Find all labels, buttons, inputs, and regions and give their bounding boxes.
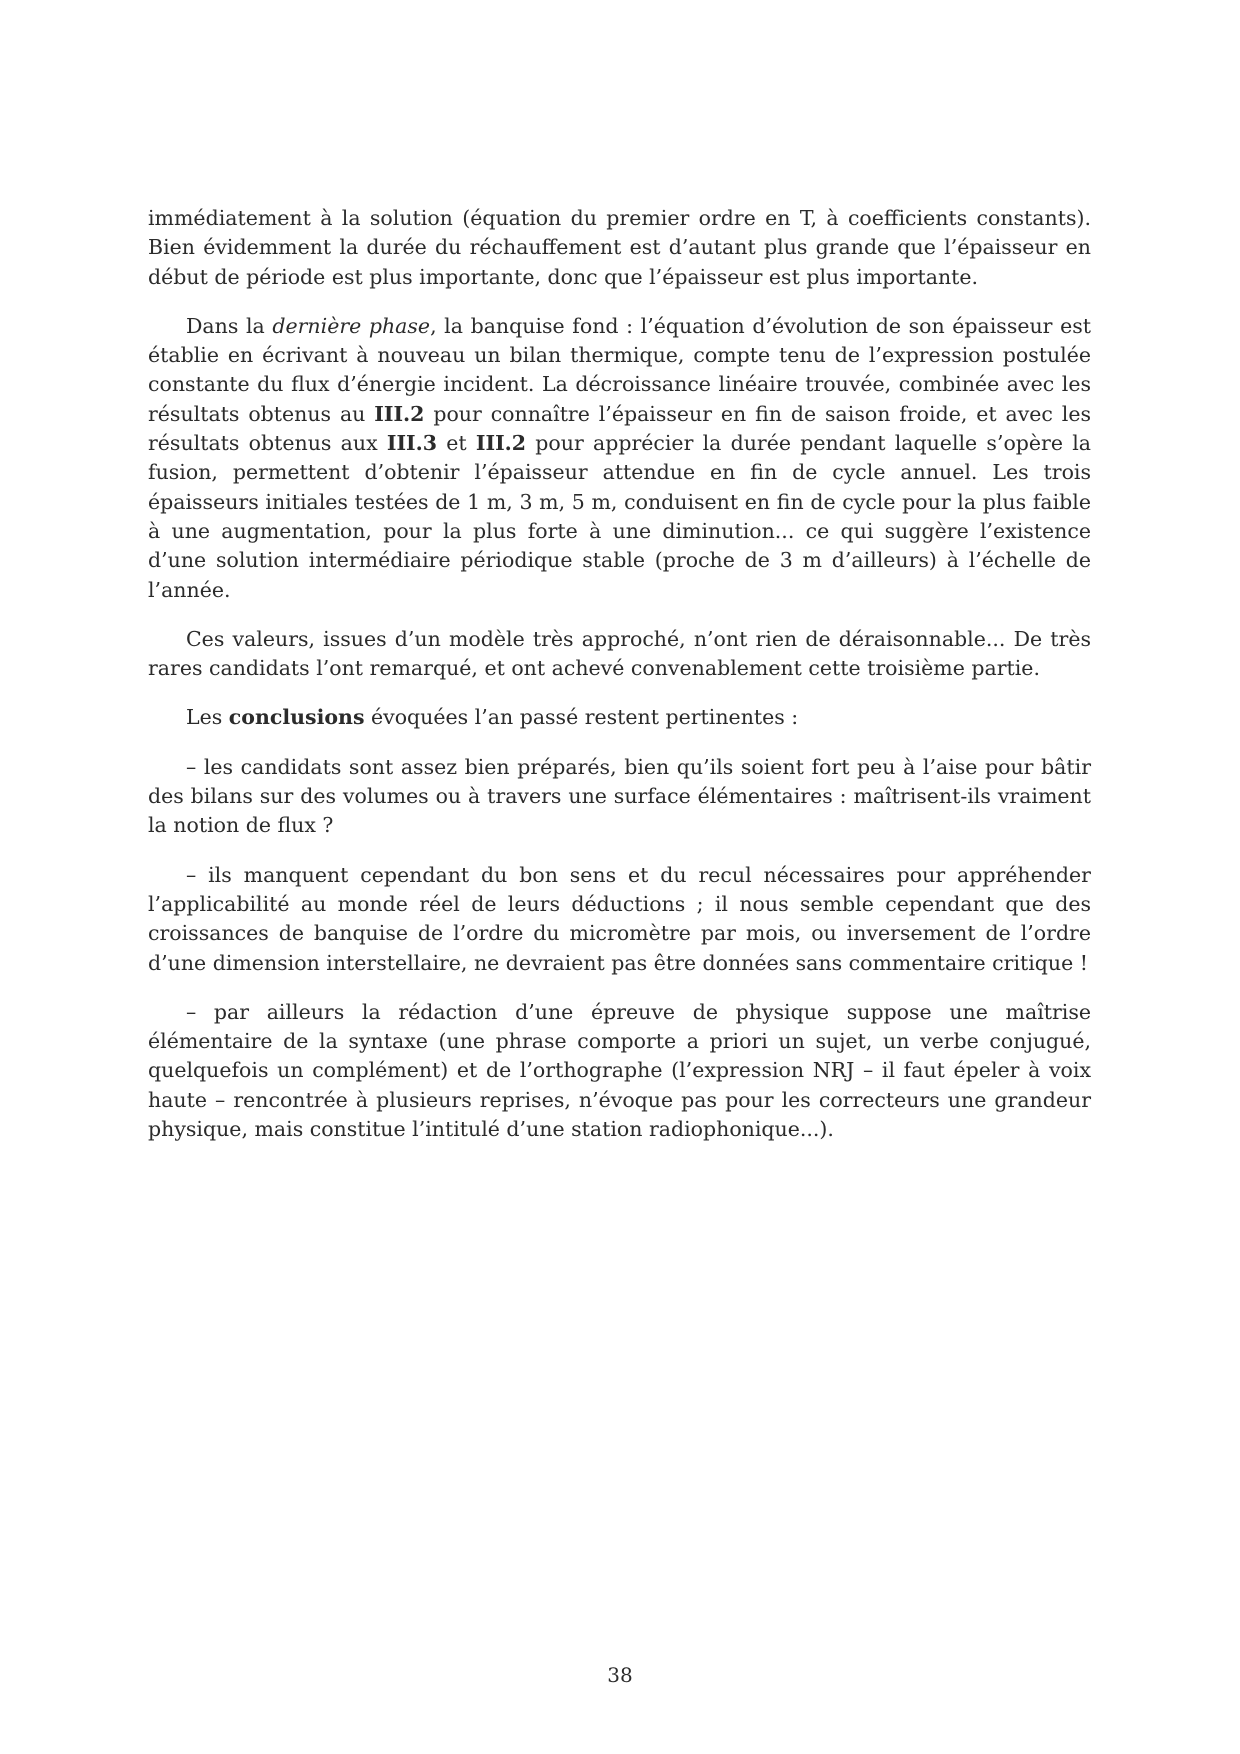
text-run: pour apprécier la durée pendant laquelle s’opère la fusion, permettent d’obtenir l’épaisseur attendue en fin de cycle annuel. Les trois épaisseurs initiales testées de 1 m, 3 m, 5 m, conduisent en fin de cycle pour la plus faible à une augmentation, pour la plus forte à une diminution... ce qui suggère l’existence d’une solution intermédiaire périodique stable (proche de 3 m d’ailleurs) à l’échelle de l’année. bbox=[148, 431, 1091, 602]
paragraph-valeurs: Ces valeurs, issues d’un modèle très approché, n’ont rien de déraisonnable... De très rares candidats l’ont remarqué, et ont achevé convenablement cette troisième partie. bbox=[148, 626, 1091, 681]
text-run: et bbox=[437, 431, 476, 456]
text-run: Dans la bbox=[186, 313, 273, 338]
paragraph-conclusions bbox=[148, 703, 1091, 732]
text-run: , la banquise fond : l’équation d’évolution de son épaisseur est établie en écrivant à nouveau un bilan thermique, compte tenu de l’expression postulée constante du flux d’énergie incident. La décroissance linéaire trouvée, combinée avec les résultats obtenus au bbox=[148, 313, 1091, 426]
body-text bbox=[148, 204, 1091, 1164]
emphasis-conclusions: conclusions bbox=[228, 705, 365, 730]
section-ref: III.2 bbox=[475, 431, 527, 456]
paragraph-candidats-prepares: – les candidats sont assez bien préparés, bien qu’ils soient fort peu à l’aise pour bâtir des bilans sur des volumes ou à travers une surface élémentaires : maîtrisent-ils vraiment la notion de flux ? bbox=[148, 754, 1091, 838]
emphasis-derniere-phase: dernière phase bbox=[272, 313, 431, 338]
paragraph-derniere-phase bbox=[148, 312, 1091, 605]
text-run: Les bbox=[186, 705, 229, 730]
text-run: pour connaître l’épaisseur en fin de saison froide, et avec les résultats obtenus aux bbox=[148, 401, 1091, 456]
paragraph-solution: immédiatement à la solution (équation du premier ordre en T, à coefficients constants). Bien évidemment la durée du réchauffement est d’autant plus grande que l’épaisseur en début de période est plus importante, donc que l’épaisseur est plus importante. bbox=[148, 206, 1091, 289]
paragraph-bon-sens: – ils manquent cependant du bon sens et du recul nécessaires pour appréhender l’applicabilité au monde réel de leurs déductions ; il nous semble cependant que des croissances de banquise de l’ordre du micromètre par mois, ou inversement de l’ordre d’une dimension interstellaire, ne devraient pas être données sans commentaire critique ! bbox=[148, 862, 1091, 975]
text-run: évoquées l’an passé restent pertinentes : bbox=[364, 705, 799, 730]
paragraph-redaction: – par ailleurs la rédaction d’une épreuve de physique suppose une maîtrise élémentaire de la syntaxe (une phrase comporte a priori un sujet, un verbe conjugué, quelquefois un complément) et de l’orthographe (l’expression NRJ – il faut épeler à voix haute – rencontrée à plusieurs reprises, n’évoque pas pour les correcteurs une grandeur physique, mais constitue l’intitulé d’une station radiophonique...). bbox=[148, 999, 1091, 1142]
page-number: 38 bbox=[607, 1663, 633, 1687]
section-ref: III.2 bbox=[374, 401, 425, 426]
section-ref: III.3 bbox=[386, 431, 438, 456]
